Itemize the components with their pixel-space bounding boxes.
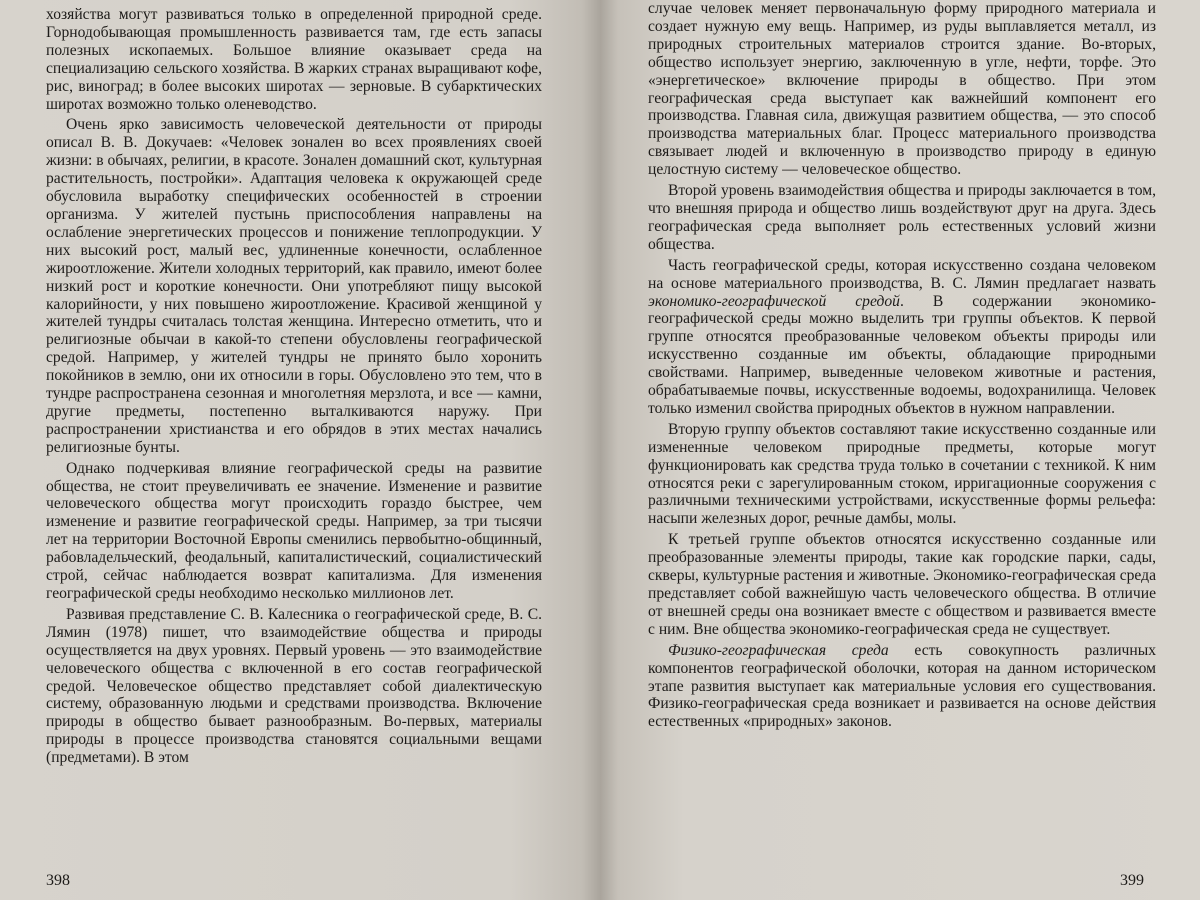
page-number: 399 <box>1120 872 1144 889</box>
paragraph-text: есть совокупность различных компонентов географической оболочки, которая на данном историческом этапе развития выступает как материальные условия его существования. Физико-географическая среда возникает и развивается на основе действия естественных «природных» законов. <box>648 641 1157 731</box>
paragraph: хозяйства могут развиваться только в определенной природной среде. Горнодобывающая промышленность развивается там, где есть запасы полезных ископаемых. Большое влияние оказывает среда на специализацию сельского хозяйства. В жарких странах выращивают кофе, рис, виноград; в более высоких широтах — зерновые. В субарктических широтах возможно только оленеводство. <box>46 6 542 113</box>
paragraph: Очень ярко зависимость человеческой деятельности от природы описал В. В. Докучаев: «Человек зонален во всех проявлениях своей жизни: в обычаях, религии, в красоте. Зонален домашний скот, культурная растительность, постройки». Адаптация человека к окружающей среде обусловила выработку специфических особенностей в строении организма. У жителей пустынь приспособления направлены на ослабление энергетических процессов и понижение теплопродукции. У них высокий рост, малый вес, удлиненные конечности, ослабленное жироотложение. Жители холодных территорий, как правило, имеют более низкий рост и короткие конечности. Они употребляют пищу высокой калорийности, у них повышено жироотложение. Красивой женщиной у жителей тундры считалась толстая женщина. Интересно отметить, что и религиозные обычаи в какой-то степени обусловлены географической средой. Например, у жителей тундры не принято было хоронить покойников в землю, они их относили в горы. Обусловлено это тем, что в тундре распространена сезонная и многолетняя мерзлота, и все — камни, другие предметы, постепенно выталкиваются наружу. При распространении христианства и его обрядов в этих местах начались религиозные бунты. <box>46 116 542 456</box>
paragraph: случае человек меняет первоначальную форму природного материала и создает нужную ему вещь. Например, из руды выплавляется металл, из природных строительных материалов строится здание. Во-вторых, общество использует энергию, заключенную в угле, нефти, торфе. Это «энергетическое» включение природы в общество. При этом географическая среда выступает как важнейший компонент его производства. Главная сила, движущая развитием общества, — это способ производства материальных благ. Процесс материального производства связывает людей и включенную в производство природу в единую целостную систему — человеческое общество. <box>648 0 1156 179</box>
left-page-text <box>46 6 542 767</box>
paragraph: Однако подчеркивая влияние географической среды на развитие общества, не стоит преувеличивать ее значение. Изменение и развитие человеческого общества могут происходить гораздо быстрее, чем изменение и развитие географической среды. Например, за три тысячи лет на территории Восточной Европы сменились первобытно-общинный, рабовладельческий, феодальный, капиталистический, социалистический строй, сейчас наблюдается возврат капитализма. Для изменения географической среды необходимо несколько миллионов лет. <box>46 459 542 602</box>
paragraph-text: Часть географической среды, которая искусственно создана человеком на основе материального производства, В. С. Лямин предлагает назвать <box>648 256 1156 292</box>
paragraph <box>648 257 1156 418</box>
italic-term: экономико-географической средой <box>648 292 900 310</box>
right-page <box>600 0 1200 900</box>
paragraph: Второй уровень взаимодействия общества и природы заключается в том, что внешняя природа и общество лишь воздействуют друг на друга. Здесь географическая среда выполняет роль естественных условий жизни общества. <box>648 182 1156 253</box>
right-page-text <box>648 0 1156 731</box>
italic-term: Физико-географическая среда <box>668 641 889 659</box>
paragraph: Развивая представление С. В. Калесника о географической среде, В. С. Лямин (1978) пишет, что взаимодействие общества и природы осуществляется на двух уровнях. Первый уровень — это взаимодействие человеческого общества с включенной в его состав географической средой. Человеческое общество представляет собой диалектическую систему, образованную людьми и средствами производства. Включение природы в общество бывает разнообразным. Во-первых, материалы природы в процессе производства становятся социальными вещами (предметами). В этом <box>46 605 542 767</box>
paragraph: Вторую группу объектов составляют такие искусственно созданные или измененные человеком природные предметы, которые могут функционировать как средства труда только в сочетании с техникой. К ним относятся реки с зарегулированным стоком, ирригационные сооружения с различными техническими устройствами, искусственные формы рельефа: насыпи железных дорог, речные дамбы, молы. <box>648 420 1156 528</box>
paragraph <box>648 642 1156 732</box>
paragraph: К третьей группе объектов относятся искусственно созданные или преобразованные элементы природы, такие как городские парки, сады, скверы, культурные растения и животные. Экономико-географическая среда представляет собой важнейшую часть человеческого общества. В отличие от внешней среды она возникает вместе с обществом и развивается вместе с ним. Вне общества экономико-географическая среда не существует. <box>648 531 1156 638</box>
page-number: 398 <box>46 872 70 889</box>
paragraph-text: . В содержании экономико-географической среды можно выделить три группы объектов. К первой группе относятся преобразованные человеком объекты природы или искусственно созданные им объекты, обладающие природными свойствами. Например, выведенные человеком животные и растения, обрабатываемые почвы, искусственные водоемы, водохранилища. Человек только изменил свойства природных объектов в нужном направлении. <box>648 292 1156 417</box>
